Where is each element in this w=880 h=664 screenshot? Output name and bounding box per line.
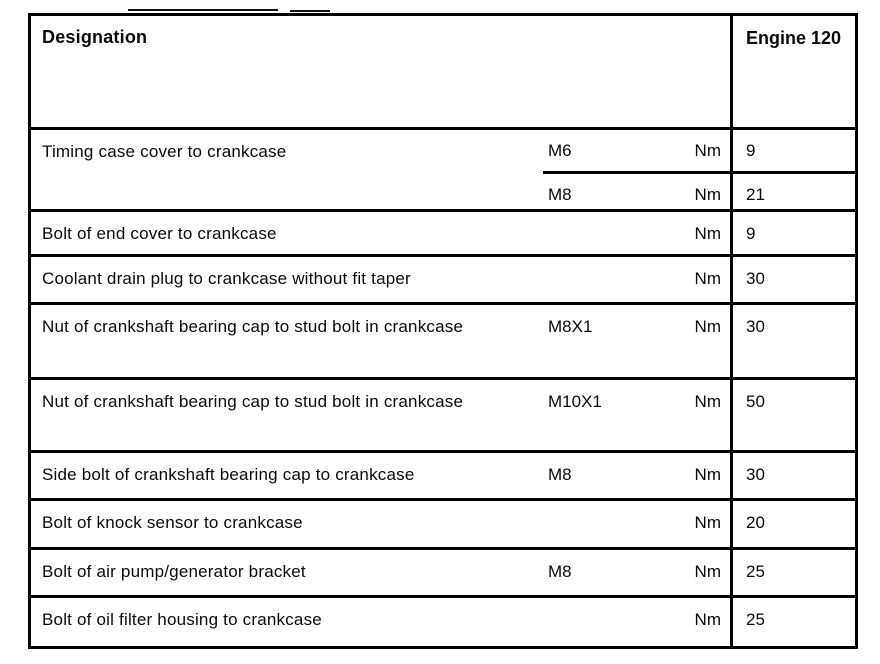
spec-cell bbox=[543, 453, 730, 498]
unit-label: Nm bbox=[694, 392, 721, 411]
column-header-designation: Designation bbox=[42, 27, 148, 47]
spec-cell bbox=[543, 174, 730, 209]
scan-artifact bbox=[128, 9, 278, 11]
table-row bbox=[31, 450, 855, 498]
thread-size: M8 bbox=[548, 465, 572, 484]
unit-label: Nm bbox=[694, 317, 721, 336]
unit-label: Nm bbox=[694, 562, 721, 581]
variant-row bbox=[543, 130, 855, 171]
designation-cell: Bolt of air pump/generator bracket bbox=[42, 562, 306, 581]
designation-cell: Side bolt of crankshaft bearing cap to crankcase bbox=[42, 465, 415, 484]
spec-cell bbox=[543, 550, 730, 595]
spec-cell bbox=[543, 380, 730, 450]
torque-value-cell: 9 bbox=[730, 130, 855, 171]
variant-group bbox=[543, 130, 855, 209]
unit-label: Nm bbox=[694, 185, 721, 204]
thread-size: M8 bbox=[548, 185, 572, 204]
spec-cell bbox=[543, 598, 730, 646]
unit-label: Nm bbox=[694, 224, 721, 243]
variant-row bbox=[543, 171, 855, 209]
torque-value-cell: 50 bbox=[730, 380, 855, 450]
torque-value-cell: 30 bbox=[730, 257, 855, 302]
torque-value-cell: 9 bbox=[730, 212, 855, 254]
table-row bbox=[31, 127, 855, 209]
torque-value-cell: 25 bbox=[730, 550, 855, 595]
thread-size: M6 bbox=[548, 141, 572, 160]
designation-cell: Bolt of oil filter housing to crankcase bbox=[42, 610, 322, 629]
column-header-engine: Engine 120 bbox=[730, 16, 855, 127]
designation-cell: Nut of crankshaft bearing cap to stud bolt in crankcase bbox=[42, 392, 464, 411]
designation-cell: Timing case cover to crankcase bbox=[42, 142, 287, 161]
table-row bbox=[31, 209, 855, 254]
torque-value-cell: 21 bbox=[730, 174, 855, 209]
unit-label: Nm bbox=[694, 513, 721, 532]
spec-cell bbox=[543, 501, 730, 547]
designation-cell: Bolt of knock sensor to crankcase bbox=[42, 513, 303, 532]
designation-cell: Coolant drain plug to crankcase without fit taper bbox=[42, 269, 411, 288]
spec-cell bbox=[543, 212, 730, 254]
designation-cell: Nut of crankshaft bearing cap to stud bolt in crankcase bbox=[42, 317, 464, 336]
torque-value-cell: 30 bbox=[730, 305, 855, 377]
table-row bbox=[31, 498, 855, 547]
torque-spec-table bbox=[28, 13, 858, 649]
table-header-row bbox=[31, 16, 855, 127]
spec-cell bbox=[543, 130, 730, 171]
unit-label: Nm bbox=[694, 610, 721, 629]
column-header-spacer bbox=[543, 16, 730, 127]
table-row bbox=[31, 547, 855, 595]
thread-size: M10X1 bbox=[548, 392, 602, 411]
unit-label: Nm bbox=[694, 141, 721, 160]
table-row bbox=[31, 302, 855, 377]
scan-artifact bbox=[290, 10, 330, 12]
spec-cell bbox=[543, 305, 730, 377]
torque-value-cell: 20 bbox=[730, 501, 855, 547]
table-row bbox=[31, 254, 855, 302]
table-row bbox=[31, 377, 855, 450]
designation-cell: Bolt of end cover to crankcase bbox=[42, 224, 277, 243]
torque-value-cell: 30 bbox=[730, 453, 855, 498]
thread-size: M8X1 bbox=[548, 317, 593, 336]
unit-label: Nm bbox=[694, 269, 721, 288]
table-row bbox=[31, 595, 855, 646]
unit-label: Nm bbox=[694, 465, 721, 484]
spec-cell bbox=[543, 257, 730, 302]
thread-size: M8 bbox=[548, 562, 572, 581]
torque-value-cell: 25 bbox=[730, 598, 855, 646]
